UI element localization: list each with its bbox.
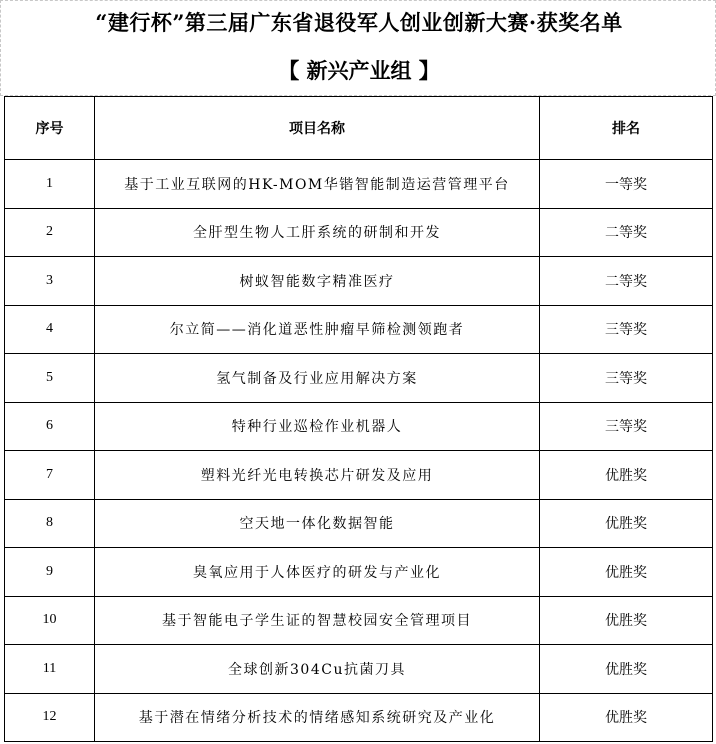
table-row xyxy=(5,693,713,742)
table-row xyxy=(5,402,713,451)
row-ranking: 优胜奖 xyxy=(540,499,713,548)
row-project-name: 全肝型生物人工肝系统的研制和开发 xyxy=(95,208,540,257)
row-serial-number: 3 xyxy=(5,257,95,306)
row-ranking: 优胜奖 xyxy=(540,451,713,500)
row-project-name: 基于潜在情绪分析技术的情绪感知系统研究及产业化 xyxy=(95,693,540,742)
row-ranking: 三等奖 xyxy=(540,305,713,354)
row-project-name: 树蚁智能数字精准医疗 xyxy=(95,257,540,306)
row-project-name: 尔立简——消化道恶性肿瘤早筛检测领跑者 xyxy=(95,305,540,354)
row-ranking: 优胜奖 xyxy=(540,693,713,742)
document-title: “建行杯”第三届广东省退役军人创业创新大赛·获奖名单 xyxy=(95,10,623,35)
row-serial-number: 5 xyxy=(5,354,95,403)
row-serial-number: 9 xyxy=(5,548,95,597)
row-serial-number: 8 xyxy=(5,499,95,548)
table-row xyxy=(5,548,713,597)
row-ranking: 二等奖 xyxy=(540,208,713,257)
row-ranking: 一等奖 xyxy=(540,160,713,209)
row-serial-number: 10 xyxy=(5,596,95,645)
row-project-name: 基于智能电子学生证的智慧校园安全管理项目 xyxy=(95,596,540,645)
table-row xyxy=(5,451,713,500)
table-row xyxy=(5,160,713,209)
row-project-name: 特种行业巡检作业机器人 xyxy=(95,402,540,451)
table-row xyxy=(5,596,713,645)
header-ranking: 排名 xyxy=(540,97,713,160)
row-ranking: 优胜奖 xyxy=(540,645,713,694)
row-ranking: 二等奖 xyxy=(540,257,713,306)
table-header-row xyxy=(5,97,713,160)
table-row xyxy=(5,257,713,306)
document-subtitle: 【 新兴产业组 】 xyxy=(278,58,440,83)
row-project-name: 空天地一体化数据智能 xyxy=(95,499,540,548)
row-serial-number: 4 xyxy=(5,305,95,354)
awards-table xyxy=(4,96,713,742)
row-ranking: 优胜奖 xyxy=(540,596,713,645)
row-ranking: 三等奖 xyxy=(540,402,713,451)
row-project-name: 全球创新304Cu抗菌刀具 xyxy=(95,645,540,694)
header-serial-number: 序号 xyxy=(5,97,95,160)
row-project-name: 塑料光纤光电转换芯片研发及应用 xyxy=(95,451,540,500)
row-serial-number: 2 xyxy=(5,208,95,257)
table-row xyxy=(5,208,713,257)
row-project-name: 氢气制备及行业应用解决方案 xyxy=(95,354,540,403)
table-row xyxy=(5,305,713,354)
row-serial-number: 7 xyxy=(5,451,95,500)
table-row xyxy=(5,645,713,694)
table-row xyxy=(5,354,713,403)
row-ranking: 优胜奖 xyxy=(540,548,713,597)
row-serial-number: 11 xyxy=(5,645,95,694)
header-project-name: 项目名称 xyxy=(95,97,540,160)
row-project-name: 基于工业互联网的HK-MOM华锴智能制造运营管理平台 xyxy=(95,160,540,209)
row-serial-number: 6 xyxy=(5,402,95,451)
document-header xyxy=(0,0,716,96)
row-ranking: 三等奖 xyxy=(540,354,713,403)
row-serial-number: 1 xyxy=(5,160,95,209)
row-serial-number: 12 xyxy=(5,693,95,742)
table-row xyxy=(5,499,713,548)
row-project-name: 臭氧应用于人体医疗的研发与产业化 xyxy=(95,548,540,597)
